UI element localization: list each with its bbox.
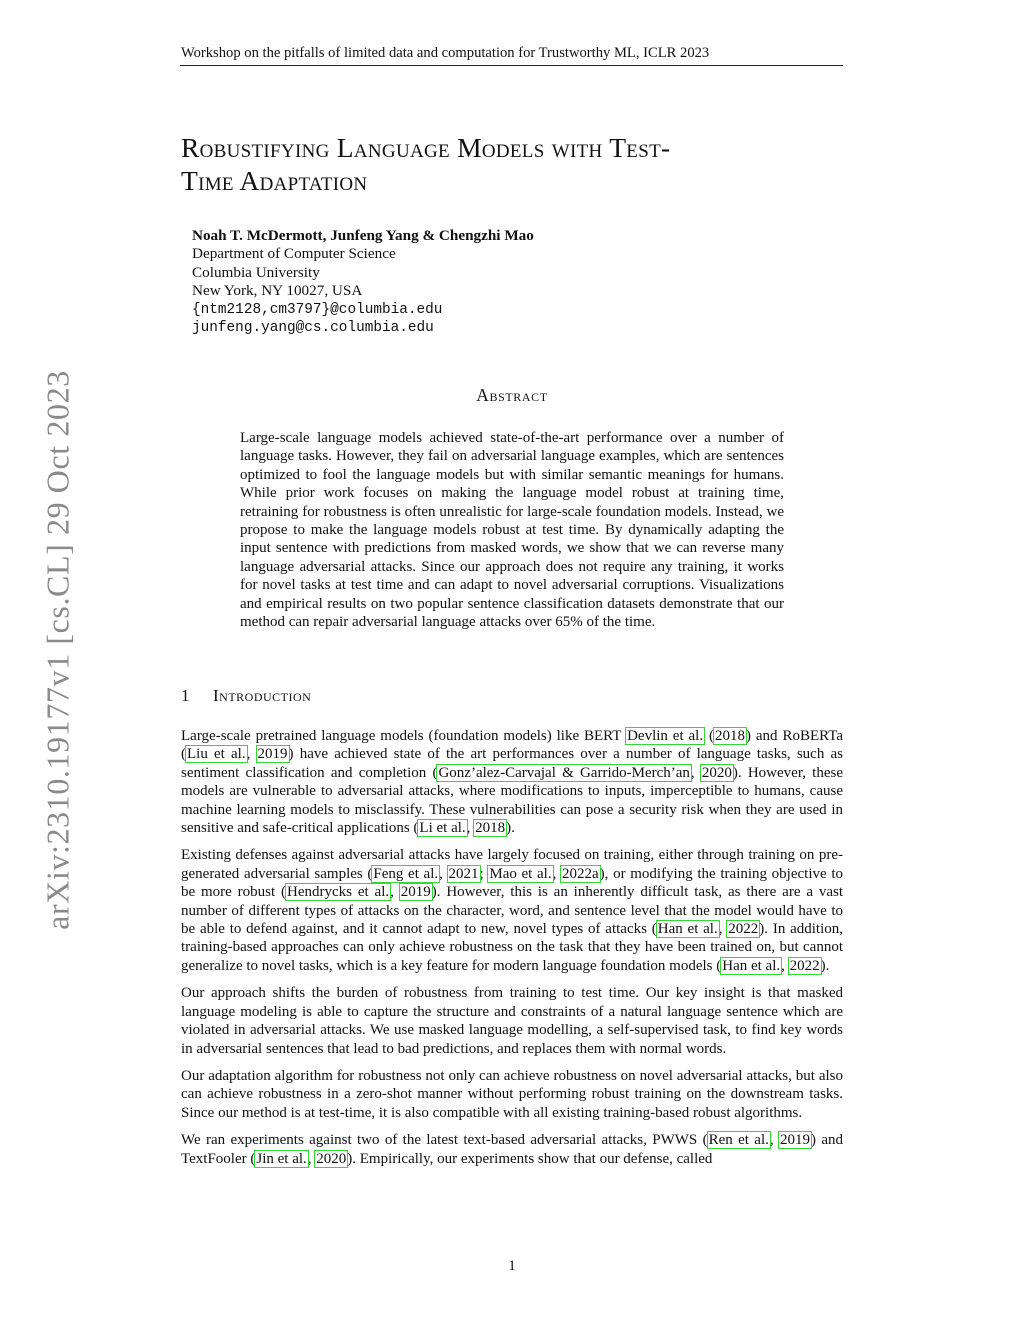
citation-link[interactable]: 2018	[715, 728, 745, 744]
citation-link[interactable]: Han et al.	[722, 957, 781, 974]
page-number: 1	[508, 1258, 516, 1274]
citation-link[interactable]: 2020	[701, 764, 732, 781]
citation-link[interactable]: Liu et al.	[187, 746, 246, 763]
intro-paragraph-4: Our adaptation algorithm for robustness not only can achieve robustness on novel adversarial attacks, but also can achieve robustness in a zero-shot manner without performing robust training on the downstream tasks. Since our method is at test-time, it is also compatible with all existing training-based robust algorithms.	[181, 1067, 843, 1121]
citation-link[interactable]: 2021	[448, 865, 479, 882]
citation-link[interactable]: Feng et al.	[373, 865, 439, 882]
intro-paragraph-2: Existing defenses against adversarial attacks have largely focused on training, either through training on pre-generated adversarial samples (Feng et al., 2021; Mao et al., 2022a), or modifying the training objective to be more robust (Hendrycks et al., 2019). However, this is an inherently difficult task, as there are a vast number of different types of attacks on the character, word, and sentence level that the model would have to be able to defend against, and it cannot adapt to new, novel types of attacks (Han et al., 2022). In addition, training-based approaches can only achieve robustness on the task that they have been trained on, but cannot generalize to novel tasks, which is a key feature for modern language foundation models (Han et al., 2022).	[181, 847, 844, 974]
author-email-2: junfeng.yang@cs.columbia.edu	[192, 320, 434, 337]
citation-link[interactable]: Hendrycks et al.	[287, 884, 390, 901]
header-rule	[180, 65, 843, 66]
intro-paragraph-5: We ran experiments against two of the latest text-based adversarial attacks, PWWS (Ren et al., 2019) and TextFooler (Jin et al., 2020). Empirically, our experiments show that our defense, called	[181, 1132, 843, 1167]
introduction-body	[181, 727, 843, 1177]
abstract-body: Large-scale language models achieved state-of-the-art performance over a number of language tasks. However, they fail on adversarial language examples, which are sentences optimized to fool the language models but with similar semantic meanings for humans. While prior work focuses on making the language model robust at training time, retraining for robustness is often unrealistic for large-scale foundation models. Instead, we propose to make the language models robust at test time. By dynamically adapting the input sentence with predictions from masked words, we show that we can reverse many language adversarial attacks. Since our approach does not require any training, it works for novel tasks at test time and can adapt to novel adversarial corruptions. Visualizations and empirical results on two popular sentence classification datasets demonstrate that our method can repair adversarial language attacks over 65% of the time.	[240, 430, 784, 631]
section-number: 1	[181, 686, 190, 705]
abstract-heading: Abstract	[476, 385, 548, 405]
citation-link[interactable]: 2020	[316, 1150, 347, 1167]
section-heading-introduction	[181, 686, 311, 706]
arxiv-stamp-text: arXiv:2310.19177v1 [cs.CL] 29 Oct 2023	[39, 370, 76, 930]
citation-link[interactable]: Ren et al.	[708, 1132, 769, 1149]
title-line-2: Time Adaptation	[181, 165, 368, 196]
title-line-1: Robustifying Language Models with Test-	[181, 132, 671, 163]
author-department: Department of Computer Science	[192, 245, 396, 263]
citation-link[interactable]: 2019	[779, 1132, 810, 1149]
paper-title	[181, 131, 843, 197]
intro-paragraph-1: Large-scale pretrained language models (foundation models) like BERT Devlin et al. (2018) and RoBERTa (Liu et al., 2019) have achieved state of the art performances over a number of language tasks, such as sentiment classification and completion (Gonz’alez-Carvajal & Garrido-Merch’an, 2020). However, these models are vulnerable to adversarial attacks, where modifications to inputs, imperceptible to humans, cause machine learning models to misclassify. These vulnerabilities can pose a security risk when they are used in sensitive and safe-critical applications (Li et al., 2018).	[181, 728, 844, 837]
section-title: Introduction	[213, 686, 312, 705]
citation-link[interactable]: Gonz’alez-Carvajal & Garrido-Merch’an	[438, 764, 690, 781]
author-block	[192, 227, 534, 337]
running-header: Workshop on the pitfalls of limited data and computation for Trustworthy ML, ICLR 2023	[181, 45, 710, 61]
citation-link[interactable]: Devlin et al.	[627, 728, 704, 744]
citation-link[interactable]: 2018	[475, 820, 506, 837]
citation-link[interactable]: Jin et al.	[256, 1150, 307, 1167]
citation-link[interactable]: 2019	[257, 746, 288, 763]
citation-link[interactable]: 2022a	[562, 865, 599, 882]
intro-paragraph-3: Our approach shifts the burden of robustness from training to test time. Our key insight is that masked language modeling is able to capture the structure and constraints of a natural language sentence which are violated in adversarial attacks. We use masked language modelling, a self-supervised task, to find key words in adversarial sentences that lead to bad predictions, and replaces them with normal words.	[181, 985, 843, 1057]
author-city: New York, NY 10027, USA	[192, 282, 363, 300]
author-names: Noah T. McDermott, Junfeng Yang & Chengzhi Mao	[192, 227, 534, 244]
citation-link[interactable]: Mao et al.	[489, 865, 552, 882]
author-university: Columbia University	[192, 263, 320, 281]
citation-link[interactable]: 2022	[789, 957, 820, 974]
citation-link[interactable]: Han et al.	[657, 921, 718, 938]
author-email-1: {ntm2128,cm3797}@columbia.edu	[192, 301, 443, 318]
citation-link[interactable]: 2019	[400, 884, 431, 901]
citation-link[interactable]: 2022	[728, 921, 759, 938]
citation-link[interactable]: Li et al.	[419, 820, 466, 837]
